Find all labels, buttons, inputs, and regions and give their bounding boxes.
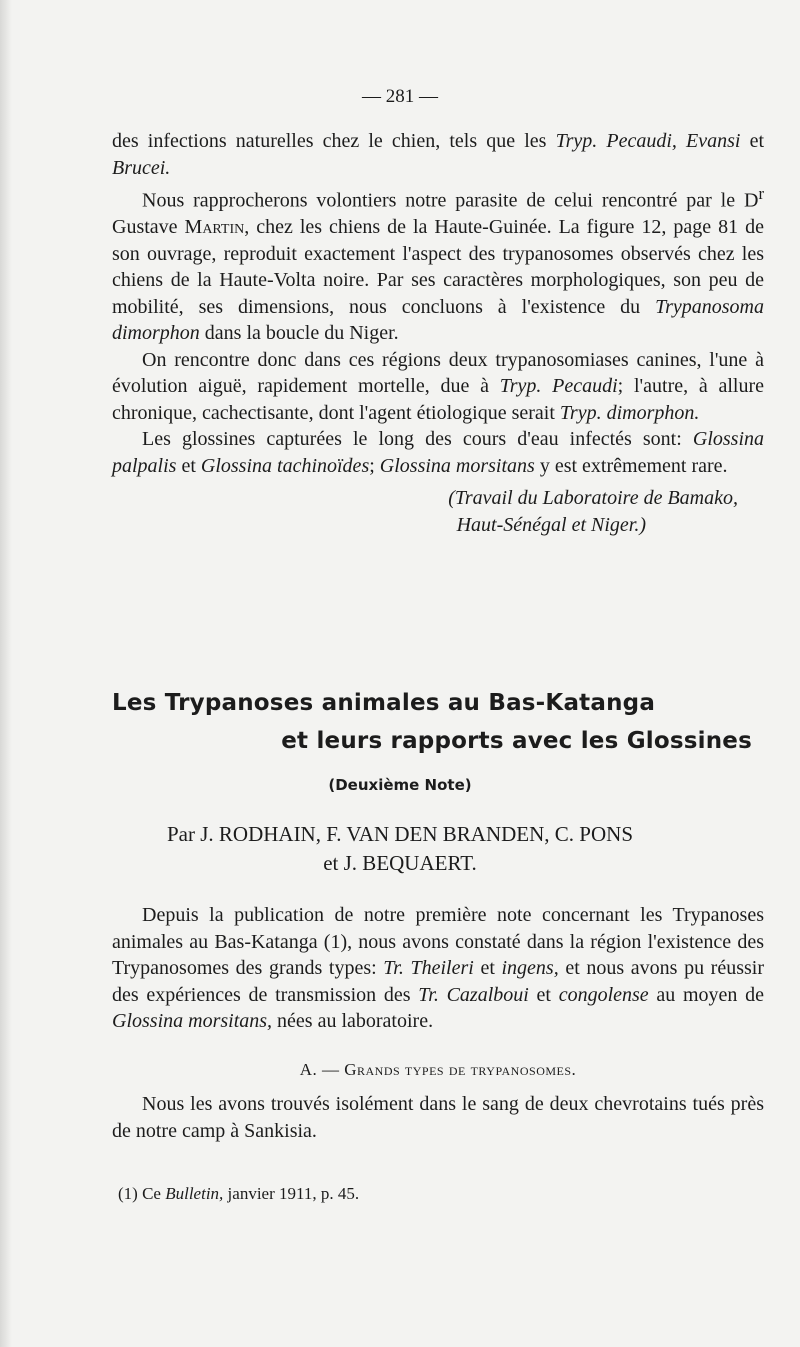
text-block-previous-article xyxy=(112,128,764,539)
p3-italic-1: Tryp. Pecaudi xyxy=(499,375,618,398)
p4-text-4: y est extrêmement rare. xyxy=(534,454,728,477)
footnote-text: (1) Ce xyxy=(118,1184,166,1203)
paragraph-3 xyxy=(112,347,764,427)
citation-line-2: Haut-Sénégal et Niger.) xyxy=(456,514,646,537)
authors-line-1: Par J. RODHAIN, F. VAN DEN BRANDEN, C. PONS xyxy=(166,822,633,846)
p4-text-3: ; xyxy=(369,454,380,477)
p5-italic-1: Tr. Theileri xyxy=(383,957,474,979)
p4-text: Les glossines capturées le long des cours d'eau infectés sont: xyxy=(142,428,693,451)
page-edge-shadow xyxy=(0,0,12,1347)
title-line-1: Les Trypanoses animales au Bas-Katanga xyxy=(112,690,656,716)
section-title: Grands types de trypanosomes. xyxy=(344,1059,577,1079)
p3-italic-2: Tryp. dimorphon. xyxy=(559,401,700,424)
paragraph-5 xyxy=(112,902,764,1035)
paragraph-4 xyxy=(112,426,764,479)
p2-superscript: r xyxy=(758,184,764,203)
p1-text: des infections naturelles chez le chien, tels que les xyxy=(112,130,556,152)
title-line-2: et leurs rapports avec les Glossines xyxy=(281,728,752,754)
p3-text: On rencontre donc dans ces régions deux trypanosomiases canines, l'une à évolution aiguë, rapidement mortelle, due à xyxy=(112,348,764,398)
p3-text-2: ; l'autre, à allure chronique, cachectisante, dont l'agent étiologique serait xyxy=(112,375,765,424)
p1-italic-1: Tryp. Pecaudi, Evansi xyxy=(555,130,741,152)
article-subtitle: (Deuxième Note) xyxy=(328,776,472,794)
p2-text: Nous rapprocherons volontiers notre parasite de celui rencontré par le D xyxy=(142,189,759,212)
p4-italic-3: Glossina morsitans xyxy=(379,454,535,477)
paragraph-1 xyxy=(112,128,764,181)
p2-text-4: dans la boucle du Niger. xyxy=(199,322,399,345)
footnote-text-2: janvier 1911, p. 45. xyxy=(223,1184,360,1203)
footnote-italic: Bulletin, xyxy=(165,1184,224,1203)
p4-italic-1: Glossina palpalis xyxy=(112,428,764,477)
p5-italic-3: Tr. Cazalboui xyxy=(418,983,529,1006)
p5-text: Depuis la publication de notre première note concernant les Trypanoses animales au Bas-Katanga (1), nous avons constaté dans la région l'existence des Trypanosomes des grands types: xyxy=(112,904,764,979)
p5-italic-2: ingens, xyxy=(501,957,559,979)
paragraph-2 xyxy=(112,181,764,347)
p2-text-3: , chez les chiens de la Haute-Guinée. La figure 12, page 81 de son ouvrage, reproduit exactement l'aspect des trypanosomes observés chez les chiens de la Haute-Volta noire. Par ses caractères morphologiques, son peu de mobilité, ses dimensions, nous concluons à l'existence du xyxy=(112,216,764,318)
p5-italic-5: Glossina morsitans, xyxy=(112,1010,273,1032)
p5-text-2: et xyxy=(473,957,502,979)
citation-signature xyxy=(112,485,764,539)
citation-line-1: (Travail du Laboratoire de Bamako, xyxy=(448,487,738,510)
p4-italic-2: Glossina tachinoïdes xyxy=(200,454,370,477)
authors-line-2: et J. BEQUAERT. xyxy=(323,851,477,875)
p5-text-3: et nous avons pu réussir des expériences de transmission des xyxy=(112,957,765,1006)
p2-text-2: Gustave xyxy=(112,216,185,239)
article-authors xyxy=(0,820,800,878)
section-letter: A. — xyxy=(299,1059,345,1079)
page-number: — 281 — xyxy=(362,86,438,107)
text-block-article xyxy=(112,902,764,1144)
p2-smallcaps-name: Martin xyxy=(184,216,245,239)
footnote xyxy=(118,1184,359,1204)
p5-text-5: au moyen de xyxy=(648,983,765,1006)
paragraph-6: Nous les avons trouvés isolément dans le sang de deux chevrotains tués près de notre camp à Sankisia. xyxy=(112,1093,764,1142)
p2-italic: Trypanosoma dimorphon xyxy=(112,295,764,345)
section-heading-a xyxy=(112,1057,764,1084)
article-title xyxy=(112,684,752,760)
p5-text-4: et xyxy=(528,983,559,1006)
p5-text-6: nées au laboratoire. xyxy=(272,1010,434,1032)
p1-text-2: et xyxy=(740,130,765,152)
p1-italic-2: Brucei. xyxy=(112,156,171,179)
p5-italic-4: congolense xyxy=(558,983,649,1006)
p4-text-2: et xyxy=(176,454,201,477)
